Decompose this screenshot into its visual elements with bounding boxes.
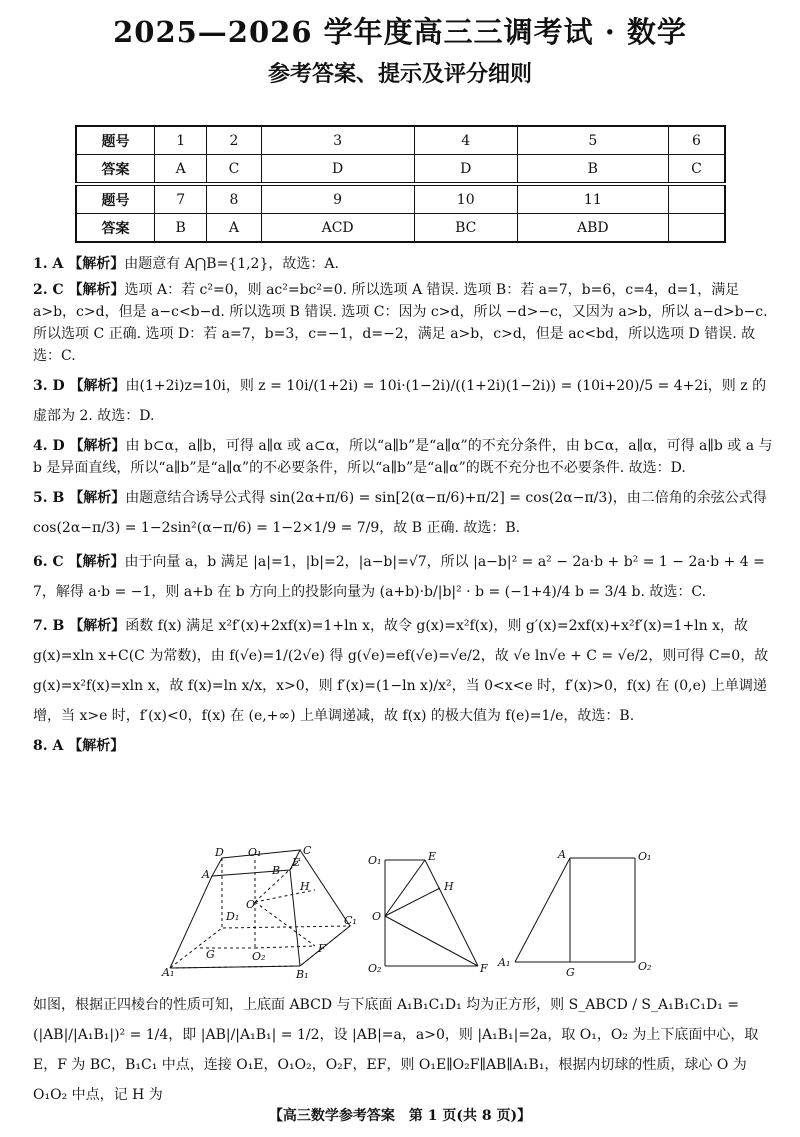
header-cell: 答案 — [76, 155, 155, 185]
table-row — [76, 155, 725, 185]
table-cell: 6 — [668, 126, 725, 155]
table-cell: B — [155, 214, 207, 243]
solution-item — [33, 435, 773, 479]
item-text: 由于向量 a，b 满足 |a|=1，|b|=2，|a−b|=√7，所以 |a−b|² = a² − 2a·b + b² = 1 − 2a·b + 4 = 7，解得 a·b = −1，则 a+b 在 b 方向上的投影向量为 (a+b)·b/|b|² · b = (−1+4)/4 b = 3/4 b. 故选：C. — [33, 554, 765, 600]
label-G: G — [206, 948, 215, 961]
solution-item — [33, 483, 773, 543]
label-H: H — [300, 880, 310, 893]
table-cell: A — [207, 214, 261, 243]
item-head: 3. D 【解析】 — [33, 378, 126, 394]
label-C: C — [303, 844, 312, 857]
item-head: 7. B 【解析】 — [33, 618, 126, 634]
solution-item — [33, 547, 773, 607]
table-cell: 4 — [414, 126, 517, 155]
label-B1: B₁ — [296, 968, 309, 980]
answer-table — [75, 125, 726, 243]
table-row — [76, 184, 725, 214]
label-H: H — [444, 880, 454, 893]
header-cell: 答案 — [76, 214, 155, 243]
table-cell: B — [517, 155, 668, 185]
trapezoid-labels — [497, 848, 651, 979]
label-B: B — [272, 864, 281, 877]
table-cell: C — [668, 155, 725, 185]
label-E: E — [428, 850, 437, 863]
label-O: O — [246, 898, 256, 911]
item-head: 6. C 【解析】 — [33, 554, 125, 570]
table-cell — [668, 214, 725, 243]
label-A1: A₁ — [162, 966, 175, 979]
table-cell: 9 — [261, 184, 414, 214]
table-cell: 1 — [155, 126, 207, 155]
label-O2: O₂ — [638, 960, 652, 973]
solution-item — [33, 611, 773, 731]
label-D1: D₁ — [226, 910, 240, 923]
section-figure — [385, 860, 478, 966]
table-cell: 7 — [155, 184, 207, 214]
label-A: A — [202, 868, 210, 881]
label-O: O — [372, 910, 382, 923]
label-C1: C₁ — [344, 914, 357, 927]
page-subtitle: 参考答案、提示及评分细则 — [267, 61, 532, 87]
table-cell: C — [207, 155, 261, 185]
table-row — [76, 214, 725, 243]
label-D: D — [215, 846, 224, 859]
table-cell: D — [261, 155, 414, 185]
paragraph: 如图，根据正四棱台的性质可知，上底面 ABCD 与下底面 A₁B₁C₁D₁ 均为正方形，则 S_ABCD / S_A₁B₁C₁D₁ = (|AB|/|A₁B₁|)² = 1/4，即 |AB|/|A₁B₁| = 1/2，设 |AB|=a，a>0，则 |A₁B₁|=2a，取 O₁，O₂ 为上下底面中心，取 E，F 为 BC，B₁C₁ 中点，连接 O₁E，O₁O₂，O₂F，EF，则 O₁E∥O₂F∥AB∥A₁B₁，根据内切球的性质，球心 O 为 O₁O₂ 中点，记 H 为 — [33, 997, 759, 1103]
table-cell: BC — [414, 214, 517, 243]
geometry-figures — [160, 840, 720, 980]
header-cell: 题号 — [76, 126, 155, 155]
page-footer: 【高三数学参考答案 第 1 页(共 8 页)】 — [268, 1108, 532, 1124]
table-cell: A — [155, 155, 207, 185]
label-F: F — [480, 962, 488, 975]
table-row — [76, 126, 725, 155]
table-cell: 8 — [207, 184, 261, 214]
item-head: 1. A 【解析】 — [33, 256, 125, 272]
label-G: G — [566, 966, 575, 979]
item-text: 由题意有 A⋂B={1,2}，故选：A. — [124, 256, 339, 272]
item-head: 2. C 【解析】 — [33, 282, 125, 298]
item-text: 函数 f(x) 满足 x²f′(x)+2xf(x)=1+ln x，故令 g(x)=x²f(x)，则 g′(x)=2xf(x)+x²f′(x)=1+ln x，故 g(x)=xln x+C(C 为常数)，由 f(√e)=1/(2√e) 得 g(√e)=ef(√e)=√e/2，故 √e ln√e + C = √e/2，则可得 C=0，故 g(x)=x²f(x)=xln x，故 f(x)=ln x/x，x>0，则 f′(x)=(1−ln x)/x²，当 0<x<e 时，f′(x)>0，f(x) 在 (0,e) 上单调递增，当 x>e 时，f′(x)<0，f(x) 在 (e,+∞) 上单调递减，故 f(x) 的极大值为 f(e)=1/e，故选：B. — [33, 618, 769, 724]
page-title: 2025—2026 学年度高三三调考试 · 数学 — [113, 15, 687, 49]
item-text: 由题意结合诱导公式得 sin(2α+π/6) = sin[2(α−π/6)+π/2] = cos(2α−π/3)，由二倍角的余弦公式得 cos(2α−π/3) = 1−2sin²(α−π/6) = 1−2×1/9 = 7/9，故 B 正确. 故选：B. — [33, 490, 767, 536]
label-A: A — [558, 848, 566, 861]
item-head: 8. A 【解析】 — [33, 738, 125, 754]
table-cell — [668, 184, 725, 214]
table-cell: 10 — [414, 184, 517, 214]
section-labels — [368, 850, 488, 975]
label-E: E — [292, 856, 301, 869]
solution-item — [33, 735, 773, 757]
table-cell: 5 — [517, 126, 668, 155]
table-cell: 11 — [517, 184, 668, 214]
table-cell: 2 — [207, 126, 261, 155]
item-text: 选项 A：若 c²=0，则 ac²=bc²=0. 所以选项 A 错误. 选项 B：若 a=7，b=6，c=4，d=1，满足 a>b，c>d，但是 a−c<b−d. 所以选项 B 错误. 选项 C：因为 c>d，所以 −d>−c，又因为 a>b，所以 a−d>b−c. 所以选项 C 正确. 选项 D：若 a=7，b=3，c=−1，d=−2，满足 a>b，c>d，但是 ac<bd，所以选项 D 错误. 故选：C. — [33, 282, 768, 364]
table-cell: ACD — [261, 214, 414, 243]
table-cell: 3 — [261, 126, 414, 155]
solution-item — [33, 371, 773, 431]
item-text: 由(1+2i)z=10i，则 z = 10i/(1+2i) = 10i·(1−2i)/((1+2i)(1−2i)) = (10i+20)/5 = 4+2i，则 z 的虚部为 2. 故选：D. — [33, 378, 767, 424]
solution-item — [33, 279, 773, 367]
label-O2: O₂ — [252, 950, 266, 963]
label-O1: O₁ — [368, 854, 382, 867]
label-O1: O₁ — [248, 846, 262, 859]
item-head: 5. B 【解析】 — [33, 490, 126, 506]
header-cell: 题号 — [76, 184, 155, 214]
item-text: 由 b⊂α，a∥b，可得 a∥α 或 a⊂α，所以“a∥b”是“a∥α”的不充分条件，由 b⊂α，a∥α，可得 a∥b 或 a 与 b 是异面直线，所以“a∥b”是“a∥α”的不必要条件，所以“a∥b”是“a∥α”的既不充分也不必要条件. 故选：D. — [33, 438, 773, 476]
label-O2: O₂ — [368, 962, 382, 975]
solution-item — [33, 253, 773, 275]
trapezoid-figure — [515, 858, 635, 962]
table-cell: D — [414, 155, 517, 185]
label-F: F — [318, 942, 326, 955]
solution-8-text — [33, 990, 773, 1114]
label-A1: A₁ — [498, 956, 511, 969]
table-cell: ABD — [517, 214, 668, 243]
item-head: 4. D 【解析】 — [33, 438, 126, 454]
frustum-labels — [161, 844, 357, 980]
solutions — [33, 253, 773, 761]
label-O1: O₁ — [638, 850, 652, 863]
